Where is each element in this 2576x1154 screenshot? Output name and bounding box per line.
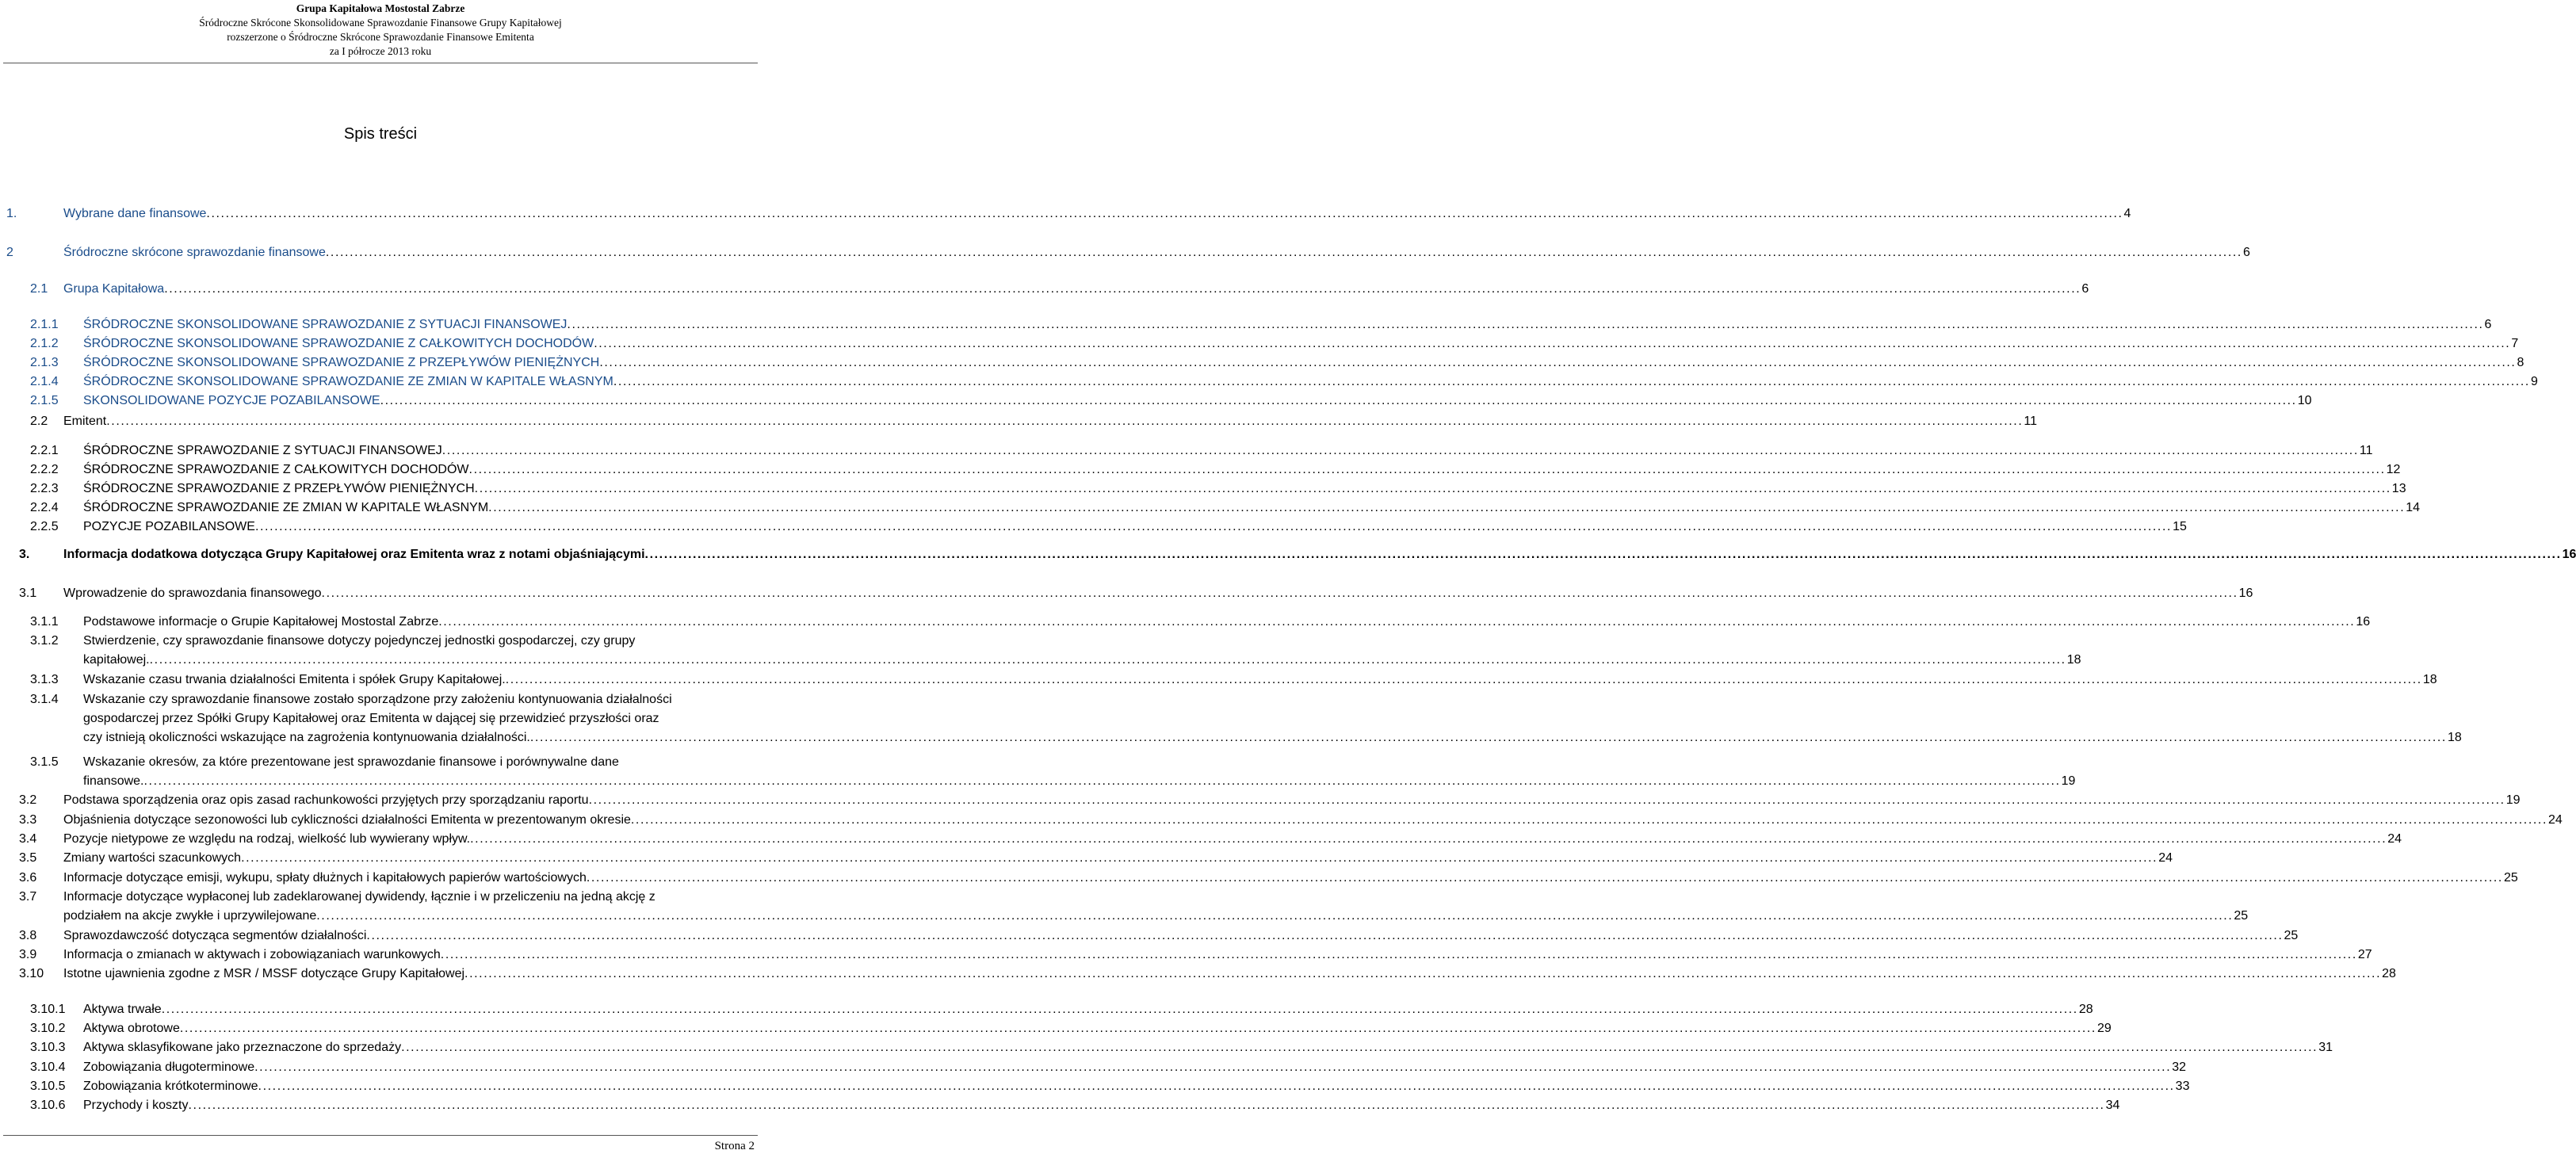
toc-entry[interactable] <box>30 1019 2112 1038</box>
toc-entry-page: 19 <box>2505 793 2521 807</box>
toc-entry-page: 28 <box>2382 967 2396 980</box>
toc-entry-number: 2.1.2 <box>30 337 59 350</box>
toc-entry-number: 3.7 <box>19 890 37 904</box>
toc-entry-number: 3. <box>19 548 30 561</box>
toc-entry[interactable] <box>19 927 2299 946</box>
toc-dot-leader: ................................................................................................................................................................................................................................................................................................................................................................................................................ <box>241 851 2158 865</box>
toc-entry[interactable] <box>30 353 2524 373</box>
toc-entry-number: 3.1.5 <box>30 755 59 769</box>
toc-dot-leader: ................................................................................................................................................................................................................................................................................................................................................................................................................ <box>161 1003 2078 1016</box>
toc-entry-number: 3.1.1 <box>30 615 59 629</box>
toc-entry-title: Wprowadzenie do sprawozdania finansowego <box>63 587 322 600</box>
toc-entry[interactable] <box>19 946 2372 965</box>
toc-entry[interactable] <box>19 584 2253 603</box>
toc-entry-title: Informacje dotyczące emisji, wykupu, spłaty dłużnych i kapitałowych papierów wartościowych <box>63 871 587 885</box>
toc-entry-title: Aktywa sklasyfikowane jako przeznaczone do sprzedaży <box>83 1041 402 1054</box>
toc-entry-page: 12 <box>2386 463 2401 476</box>
toc-entry[interactable] <box>30 280 2089 299</box>
toc-entry-page: 24 <box>2548 813 2563 827</box>
toc-entry-page: 11 <box>2024 415 2037 428</box>
toc-dot-leader: ................................................................................................................................................................................................................................................................................................................................................................................................................ <box>258 1079 2175 1093</box>
toc-dot-leader: ................................................................................................................................................................................................................................................................................................................................................................................................................ <box>599 356 2517 369</box>
header-subtitle: Śródroczne Skrócone Skonsolidowane Sprawozdanie Finansowe Grupy Kapitałowej <box>199 17 562 29</box>
header-title: Grupa Kapitałowa Mostostal Zabrze <box>296 2 465 14</box>
toc-entry-page: 18 <box>2422 673 2437 686</box>
toc-entry-number: 2.2.3 <box>30 482 59 495</box>
footer-divider <box>3 1135 758 1136</box>
toc-entry-number: 3.5 <box>19 851 37 865</box>
toc-entry-title: Śródroczne skrócone sprawozdanie finansowe <box>63 246 326 259</box>
toc-entry-number: 2.1.5 <box>30 394 59 407</box>
toc-dot-leader: ................................................................................................................................................................................................................................................................................................................................................................................................................ <box>254 1060 2172 1074</box>
toc-entry-title: Informacje dotyczące wypłaconej lub zadeklarowanej dywidendy, łącznie i w przeliczeniu na jedną akcję z <box>63 890 655 904</box>
toc-entry-page: 10 <box>2297 394 2312 407</box>
toc-entry-page: 14 <box>2406 501 2421 514</box>
toc-entry-title: Zobowiązania długoterminowe <box>83 1060 255 1074</box>
toc-entry-number: 3.4 <box>19 832 37 846</box>
toc-dot-leader: ................................................................................................................................................................................................................................................................................................................................................................................................................ <box>206 207 2123 220</box>
toc-entry-page: 16 <box>2238 587 2253 600</box>
toc-entry-title: Aktywa trwałe <box>83 1003 162 1016</box>
toc-entry-number: 2.1 <box>30 282 48 296</box>
toc-entry-page: 27 <box>2357 948 2372 961</box>
toc-entry-title: Wskazanie czy sprawozdanie finansowe zostało sporządzone przy założeniu kontynuowania działalności <box>83 693 672 706</box>
document-header <box>0 2 761 59</box>
toc-entry-number: 2.2.1 <box>30 444 59 457</box>
toc-entry-title: Stwierdzenie, czy sprawozdanie finansowe dotyczy pojedynczej jednostki gospodarczej, czy grupy <box>83 634 636 648</box>
toc-dot-leader: ................................................................................................................................................................................................................................................................................................................................................................................................................ <box>488 501 2406 514</box>
toc-dot-leader: ................................................................................................................................................................................................................................................................................................................................................................................................................ <box>529 731 2447 744</box>
toc-entry-page: 16 <box>2356 615 2371 629</box>
toc-entry-page: 34 <box>2105 1099 2120 1112</box>
toc-entry[interactable] <box>30 373 2538 392</box>
toc-entry-page: 19 <box>2061 774 2076 788</box>
toc-entry[interactable] <box>30 1096 2120 1115</box>
toc-entry-title: ŚRÓDROCZNE SKONSOLIDOWANE SPRAWOZDANIE Z CAŁKOWITYCH DOCHODÓW <box>83 337 594 350</box>
toc-entry[interactable] <box>6 204 2131 224</box>
toc-dot-leader: ................................................................................................................................................................................................................................................................................................................................................................................................................ <box>440 948 2357 961</box>
toc-entry-title: ŚRÓDROCZNE SKONSOLIDOWANE SPRAWOZDANIE Z PRZEPŁYWÓW PIENIĘŻNYCH <box>83 356 600 369</box>
toc-entry-title: Aktywa obrotowe <box>83 1022 180 1035</box>
toc-entry[interactable] <box>30 480 2406 499</box>
toc-dot-leader: ................................................................................................................................................................................................................................................................................................................................................................................................................ <box>644 548 2562 561</box>
toc-entry-number: 3.6 <box>19 871 37 885</box>
toc-entry[interactable] <box>30 441 2373 460</box>
toc-entry[interactable] <box>30 1058 2187 1077</box>
toc-entry-page: 18 <box>2447 731 2462 744</box>
toc-title: Spis treści <box>343 125 418 143</box>
toc-entry[interactable] <box>30 499 2421 518</box>
header-period: za I półrocze 2013 roku <box>329 45 432 57</box>
toc-dot-leader: ................................................................................................................................................................................................................................................................................................................................................................................................................ <box>586 871 2503 885</box>
toc-entry-page: 33 <box>2175 1079 2190 1093</box>
toc-entry-title: Wskazanie okresów, za które prezentowane jest sprawozdanie finansowe i porównywalne dane <box>83 755 619 769</box>
toc-entry-number: 3.1.3 <box>30 673 59 686</box>
toc-dot-leader: ................................................................................................................................................................................................................................................................................................................................................................................................................ <box>401 1041 2318 1054</box>
toc-entry-number: 2.1.3 <box>30 356 59 369</box>
toc-entry[interactable] <box>19 965 2396 984</box>
toc-dot-leader: ................................................................................................................................................................................................................................................................................................................................................................................................................ <box>567 318 2484 331</box>
toc-entry-title: gospodarczej przez Spółki Grupy Kapitałowej oraz Emitenta w dającej się przewidzieć przyszłości oraz <box>83 712 659 725</box>
toc-entry-title: finansowe. <box>83 774 144 788</box>
toc-entry-page: 11 <box>2359 444 2373 457</box>
toc-entry-page: 31 <box>2318 1041 2333 1054</box>
toc-entry[interactable] <box>30 671 2437 690</box>
toc-dot-leader: ................................................................................................................................................................................................................................................................................................................................................................................................................ <box>464 967 2382 980</box>
toc-entry-title: ŚRÓDROCZNE SPRAWOZDANIE Z SYTUACJI FINANSOWEJ <box>83 444 442 457</box>
toc-entry-title: Podstawa sporządzenia oraz opis zasad rachunkowości przyjętych przy sporządzaniu raportu <box>63 793 589 807</box>
header-subtitle-extension: rozszerzone o Śródroczne Skrócone Sprawozdanie Finansowe Emitenta <box>227 31 534 43</box>
toc-entry[interactable] <box>19 545 2576 564</box>
toc-entry-number: 3.1 <box>19 587 37 600</box>
toc-entry-number: 1. <box>6 207 17 220</box>
toc-entry-page: 13 <box>2391 482 2406 495</box>
toc-entry-number: 3.1.2 <box>30 634 59 648</box>
page-number: Strona 2 <box>714 1140 755 1152</box>
toc-entry-title: Zmiany wartości szacunkowych <box>63 851 242 865</box>
toc-entry-title: Emitent <box>63 415 107 428</box>
toc-entry-number: 3.10.4 <box>30 1060 66 1074</box>
toc-entry-title: Informacja dodatkowa dotycząca Grupy Kapitałowej oraz Emitenta wraz z notami objaśniającymi <box>63 548 645 561</box>
toc-entry[interactable] <box>30 460 2401 480</box>
toc-entry-number: 3.1.4 <box>30 693 59 706</box>
toc-dot-leader: ................................................................................................................................................................................................................................................................................................................................................................................................................ <box>630 813 2548 827</box>
toc-entry-number: 2.2 <box>30 415 48 428</box>
toc-entry-number: 3.10.3 <box>30 1041 66 1054</box>
toc-entry-page: 24 <box>2158 851 2173 865</box>
toc-entry-title: Objaśnienia dotyczące sezonowości lub cykliczności działalności Emitenta w prezentowanym okresie <box>63 813 631 827</box>
toc-entry[interactable] <box>19 791 2521 810</box>
toc-entry[interactable] <box>30 690 2462 747</box>
toc-entry-number: 3.10.6 <box>30 1099 66 1112</box>
toc-dot-leader: ................................................................................................................................................................................................................................................................................................................................................................................................................ <box>106 415 2024 428</box>
toc-entry[interactable] <box>19 849 2173 868</box>
toc-dot-leader: ................................................................................................................................................................................................................................................................................................................................................................................................................ <box>254 520 2173 533</box>
toc-entry-page: 9 <box>2530 375 2538 388</box>
toc-entry[interactable] <box>30 315 2492 334</box>
toc-entry-number: 3.10.1 <box>30 1003 66 1016</box>
toc-entry-number: 3.10 <box>19 967 44 980</box>
toc-dot-leader: ................................................................................................................................................................................................................................................................................................................................................................................................................ <box>438 615 2356 629</box>
toc-entry-title: ŚRÓDROCZNE SKONSOLIDOWANE SPRAWOZDANIE Z SYTUACJI FINANSOWEJ <box>83 318 568 331</box>
toc-dot-leader: ................................................................................................................................................................................................................................................................................................................................................................................................................ <box>468 463 2386 476</box>
toc-entry-number: 2 <box>6 246 13 259</box>
toc-entry-title: Istotne ujawnienia zgodne z MSR / MSSF dotyczące Grupy Kapitałowej <box>63 967 465 980</box>
toc-entry-title: Podstawowe informacje o Grupie Kapitałowej Mostostal Zabrze <box>83 615 439 629</box>
toc-dot-leader: ................................................................................................................................................................................................................................................................................................................................................................................................................ <box>325 246 2242 259</box>
toc-entry-title: SKONSOLIDOWANE POZYCJE POZABILANSOWE <box>83 394 380 407</box>
toc-entry-page: 29 <box>2096 1022 2112 1035</box>
toc-entry-page: 25 <box>2503 871 2518 885</box>
toc-entry-page: 6 <box>2081 282 2089 296</box>
toc-entry[interactable] <box>19 830 2402 849</box>
toc-entry-number: 3.9 <box>19 948 37 961</box>
toc-entry-page: 6 <box>2242 246 2250 259</box>
toc-entry-title: Przychody i koszty <box>83 1099 189 1112</box>
toc-entry-title: podziałem na akcje zwykłe i uprzywilejowane <box>63 909 317 923</box>
toc-entry-number: 2.1.1 <box>30 318 59 331</box>
toc-entry-title: POZYCJE POZABILANSOWE <box>83 520 255 533</box>
toc-entry-title: Wybrane dane finansowe <box>63 207 207 220</box>
toc-entry[interactable] <box>30 613 2371 632</box>
toc-entry-title: ŚRÓDROCZNE SPRAWOZDANIE Z CAŁKOWITYCH DOCHODÓW <box>83 463 469 476</box>
toc-entry-title: Informacja o zmianach w aktywach i zobowiązaniach warunkowych <box>63 948 441 961</box>
toc-dot-leader: ................................................................................................................................................................................................................................................................................................................................................................................................................ <box>380 394 2297 407</box>
toc-entry-number: 3.10.5 <box>30 1079 66 1093</box>
toc-dot-leader: ................................................................................................................................................................................................................................................................................................................................................................................................................ <box>470 832 2387 846</box>
toc-entry-page: 24 <box>2387 832 2402 846</box>
toc-entry-number: 2.1.4 <box>30 375 59 388</box>
toc-entry[interactable] <box>19 888 2249 926</box>
toc-entry[interactable] <box>30 1077 2190 1096</box>
toc-dot-leader: ................................................................................................................................................................................................................................................................................................................................................................................................................ <box>474 482 2391 495</box>
toc-dot-leader: ................................................................................................................................................................................................................................................................................................................................................................................................................ <box>594 337 2511 350</box>
toc-entry-page: 4 <box>2123 207 2131 220</box>
toc-entry-number: 2.2.2 <box>30 463 59 476</box>
toc-dot-leader: ................................................................................................................................................................................................................................................................................................................................................................................................................ <box>149 653 2066 667</box>
toc-entry-page: 6 <box>2484 318 2492 331</box>
toc-entry-page: 25 <box>2234 909 2249 923</box>
toc-entry-title: ŚRÓDROCZNE SPRAWOZDANIE ZE ZMIAN W KAPITALE WŁASNYM <box>83 501 489 514</box>
toc-entry-number: 2.2.5 <box>30 520 59 533</box>
toc-entry-title: ŚRÓDROCZNE SPRAWOZDANIE Z PRZEPŁYWÓW PIENIĘŻNYCH <box>83 482 475 495</box>
toc-entry[interactable] <box>30 392 2312 411</box>
toc-dot-leader: ................................................................................................................................................................................................................................................................................................................................................................................................................ <box>588 793 2505 807</box>
toc-entry[interactable] <box>30 753 2076 791</box>
toc-dot-leader: ................................................................................................................................................................................................................................................................................................................................................................................................................ <box>321 587 2238 600</box>
toc-entry-number: 2.2.4 <box>30 501 59 514</box>
toc-entry-title: Sprawozdawczość dotycząca segmentów działalności <box>63 929 367 942</box>
toc-entry-title: Zobowiązania krótkoterminowe <box>83 1079 258 1093</box>
toc-dot-leader: ................................................................................................................................................................................................................................................................................................................................................................................................................ <box>164 282 2081 296</box>
toc-dot-leader: ................................................................................................................................................................................................................................................................................................................................................................................................................ <box>188 1099 2105 1112</box>
toc-entry-page: 18 <box>2066 653 2081 667</box>
toc-entry[interactable] <box>6 243 2250 262</box>
toc-entry-page: 7 <box>2511 337 2519 350</box>
toc-dot-leader: ................................................................................................................................................................................................................................................................................................................................................................................................................ <box>143 774 2061 788</box>
toc-dot-leader: ................................................................................................................................................................................................................................................................................................................................................................................................................ <box>613 375 2530 388</box>
toc-entry-page: 15 <box>2173 520 2187 533</box>
toc-entry[interactable] <box>19 811 2563 830</box>
toc-entry-title: Pozycje nietypowe ze względu na rodzaj, wielkość lub wywierany wpływ. <box>63 832 471 846</box>
toc-entry-title: kapitałowej. <box>83 653 150 667</box>
toc-entry-title: Wskazanie czasu trwania działalności Emitenta i spółek Grupy Kapitałowej. <box>83 673 506 686</box>
toc-dot-leader: ................................................................................................................................................................................................................................................................................................................................................................................................................ <box>505 673 2422 686</box>
toc-entry[interactable] <box>30 334 2519 353</box>
toc-entry-title: czy istnieją okoliczności wskazujące na zagrożenia kontynuowania działalności. <box>83 731 530 744</box>
toc-entry-page: 25 <box>2284 929 2299 942</box>
toc-entry-page: 8 <box>2517 356 2524 369</box>
toc-entry[interactable] <box>30 1000 2093 1019</box>
toc-entry-number: 3.3 <box>19 813 37 827</box>
toc-entry[interactable] <box>30 518 2187 537</box>
toc-entry-page: 28 <box>2078 1003 2093 1016</box>
toc-entry-page: 32 <box>2172 1060 2187 1074</box>
toc-entry[interactable] <box>30 1038 2333 1057</box>
toc-entry-number: 3.2 <box>19 793 37 807</box>
toc-entry[interactable] <box>30 632 2081 670</box>
toc-entry-number: 3.10.2 <box>30 1022 66 1035</box>
toc-entry[interactable] <box>19 869 2518 888</box>
toc-dot-leader: ................................................................................................................................................................................................................................................................................................................................................................................................................ <box>441 444 2359 457</box>
toc-entry-number: 3.8 <box>19 929 37 942</box>
toc-dot-leader: ................................................................................................................................................................................................................................................................................................................................................................................................................ <box>316 909 2234 923</box>
toc-dot-leader: ................................................................................................................................................................................................................................................................................................................................................................................................................ <box>366 929 2284 942</box>
toc-entry-page: 16 <box>2562 548 2576 561</box>
toc-dot-leader: ................................................................................................................................................................................................................................................................................................................................................................................................................ <box>179 1022 2096 1035</box>
toc-entry-title: Grupa Kapitałowa <box>63 282 165 296</box>
toc-entry-title: ŚRÓDROCZNE SKONSOLIDOWANE SPRAWOZDANIE ZE ZMIAN W KAPITALE WŁASNYM <box>83 375 613 388</box>
toc-entry[interactable] <box>30 412 2037 431</box>
